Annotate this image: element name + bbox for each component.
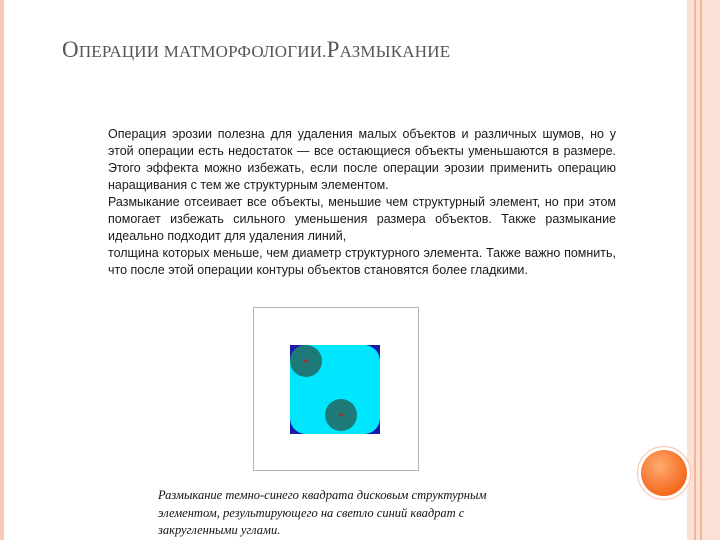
figure-caption: Размыкание темно-синего квадрата дисковым структурным элементом, результирующего на светло синий квадрат с закругленными углами. bbox=[158, 488, 487, 537]
title-text: ПЕРАЦИИ МАТМОРФОЛОГИИ. bbox=[78, 42, 327, 61]
frame-right-line bbox=[694, 0, 696, 540]
title-capital: Р bbox=[326, 37, 340, 62]
frame-left-border bbox=[0, 0, 4, 540]
opening-diagram bbox=[254, 308, 418, 470]
paragraph-opening: Размыкание отсеивает все объекты, меньшие чем структурный элемент, но при этом помогает избежать сильного уменьшения размера объектов. Также размыкание идеально подходит для удаления линий, bbox=[108, 195, 616, 243]
title-capital: О bbox=[62, 37, 79, 62]
paragraph-contours: толщина которых меньше, чем диаметр структурного элемента. Также важно помнить, что после этой операции контуры объектов становятся более гладкими. bbox=[108, 246, 616, 277]
opening-figure bbox=[253, 307, 419, 471]
disk-center-point bbox=[304, 359, 307, 362]
paragraph-erosion: Операция эрозии полезна для удаления малых объектов и различных шумов, но у этой операции есть недостаток — все остающиеся объекты уменьшаются в размере. Этого эффекта можно избежать, если после операции эрозии применить операцию наращивания с тем же структурным элементом. bbox=[108, 127, 616, 192]
slide-title bbox=[62, 37, 450, 63]
disk-center-point bbox=[339, 413, 342, 416]
body-text bbox=[108, 126, 616, 279]
frame-right-border bbox=[687, 0, 720, 540]
title-text: АЗМЫКАНИЕ bbox=[339, 42, 451, 61]
frame-right-line bbox=[700, 0, 702, 540]
decorative-orange-circle bbox=[641, 450, 687, 496]
